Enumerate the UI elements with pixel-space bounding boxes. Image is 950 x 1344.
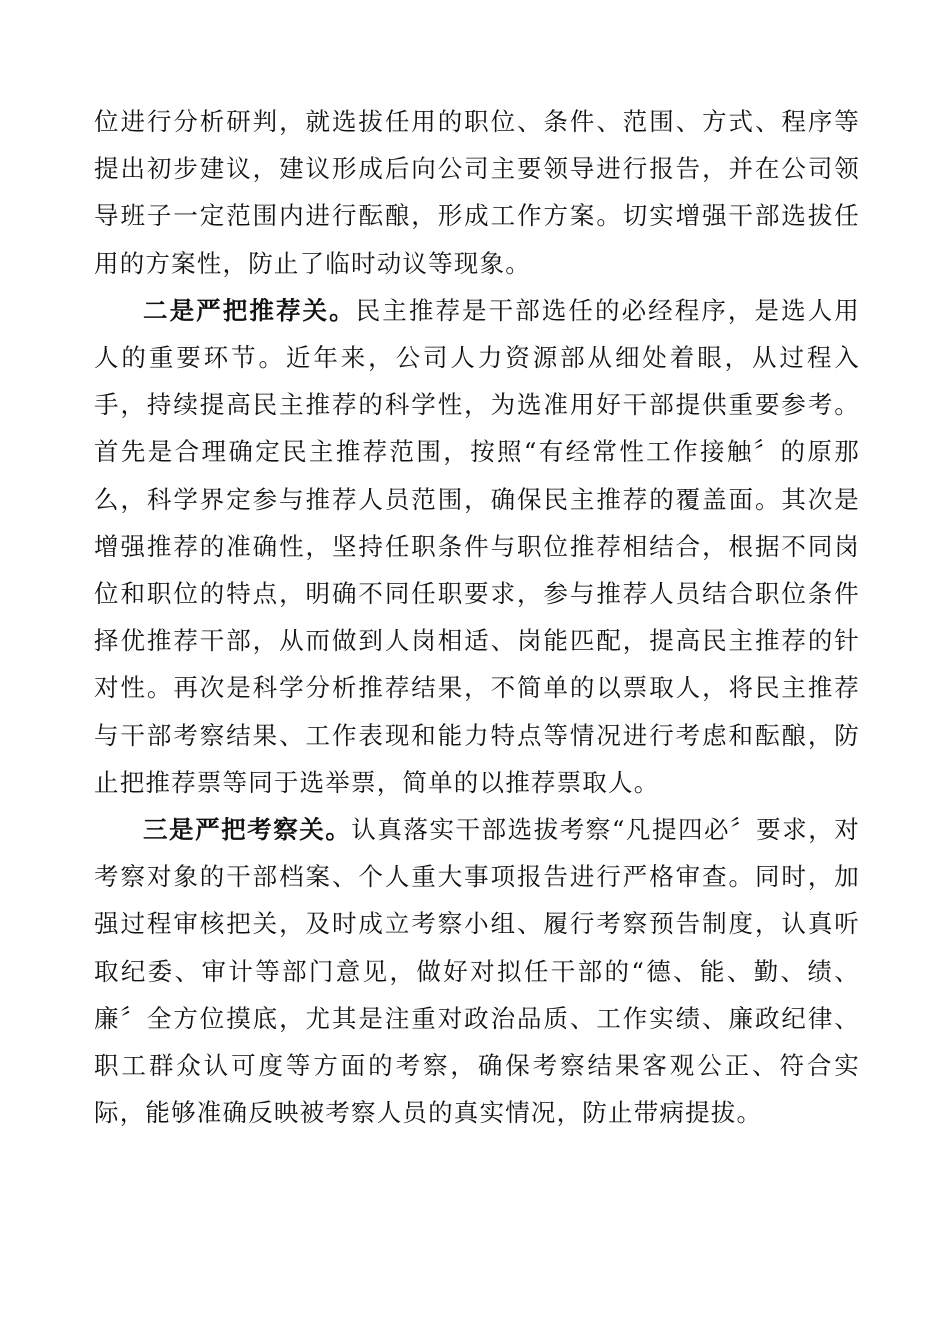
paragraph-text: 民主推荐是干部选任的必经程序，是选人用人的重要环节。近年来，公司人力资源部从细处着眼，从过程入手，持续提高民主推荐的科学性，为选准用好干部提供重要参考。首先是合理确定民主推荐范围，按照“有经常性工作接触〞的原那么，科学界定参与推荐人员范围，确保民主推荐的覆盖面。其次是增强推荐的准确性，坚持任职条件与职位推荐相结合，根据不同岗位和职位的特点，明确不同任职要求，参与推荐人员结合职位条件择优推荐干部，从而做到人岗相适、岗能匹配，提高民主推荐的针对性。再次是科学分析推荐结果，不简单的以票取人，将民主推荐与干部考察结果、工作表现和能力特点等情况进行考虑和酝酿，防止把推荐票等同于选举票，简单的以推荐票取人。 (94, 295, 860, 797)
paragraph-recommendation (94, 287, 860, 806)
paragraph-text: 位进行分析研判，就选拔任用的职位、条件、范围、方式、程序等提出初步建议，建议形成后向公司主要领导进行报告，并在公司领导班子一定范围内进行酝酿，形成工作方案。切实增强干部选拔任用的方案性，防止了临时动议等现象。 (94, 107, 860, 278)
paragraph-heading: 三是严把考察关。 (143, 815, 352, 845)
paragraph-heading: 二是严把推荐关。 (143, 295, 356, 325)
paragraph-selection-process (94, 98, 860, 287)
paragraph-inspection (94, 806, 860, 1136)
document-body (94, 98, 860, 1136)
paragraph-text: 认真落实干部选拔考察“凡提四必〞要求，对考察对象的干部档案、个人重大事项报告进行严格审查。同时，加强过程审核把关，及时成立考察小组、履行考察预告制度，认真听取纪委、审计等部门意见，做好对拟任干部的“德、能、勤、绩、廉〞全方位摸底，尤其是注重对政治品质、工作实绩、廉政纪律、职工群众认可度等方面的考察，确保考察结果客观公正、符合实际，能够准确反映被考察人员的真实情况，防止带病提拔。 (94, 815, 860, 1128)
